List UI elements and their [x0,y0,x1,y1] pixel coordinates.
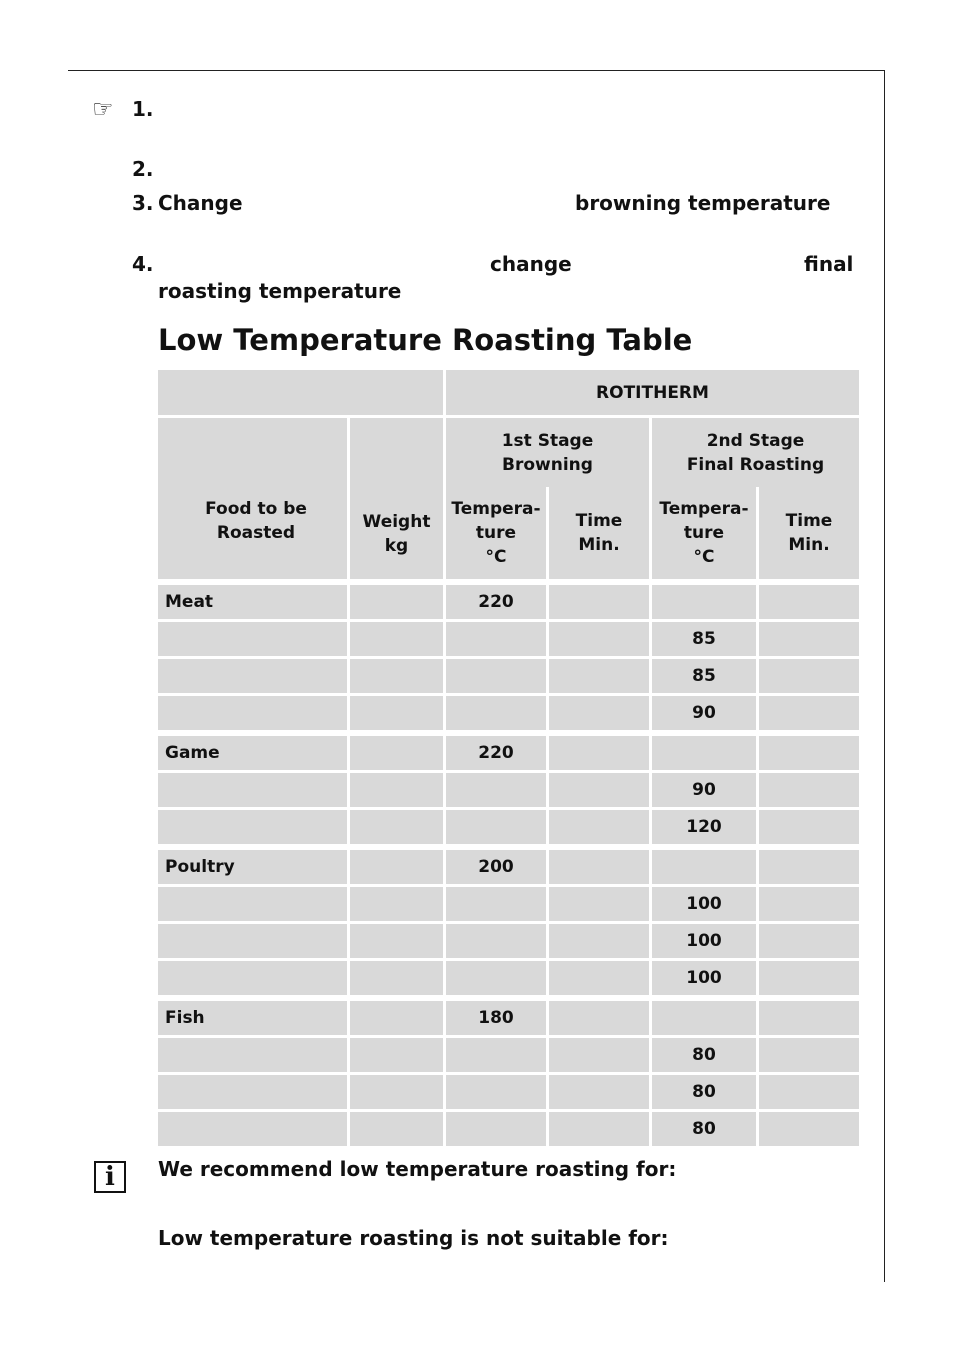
step-4-number: 4. [132,252,154,276]
cell-food [158,810,347,844]
header-stage-1-line-1: 1st Stage [501,430,594,451]
cell-final-time [759,850,859,884]
cell-weight [350,850,443,884]
cell-browning-time [549,585,649,619]
step-3-number: 3. [132,191,154,215]
cell-browning-temp: 220 [446,736,546,770]
header-stage-2-line-1: 2nd Stage [706,430,805,451]
cell-browning-temp [446,810,546,844]
header-temp1-line-1: Tempera- [451,499,541,519]
header-temp2-line-3: °C [693,547,715,567]
cell-browning-temp [446,1112,546,1146]
cell-final-time [759,1001,859,1035]
right-rule [884,70,885,1282]
cell-browning-temp [446,961,546,995]
step-1-number: 1. [132,97,154,121]
cell-browning-time [549,961,649,995]
cell-browning-time [549,1001,649,1035]
cell-weight [350,1075,443,1109]
cell-browning-temp [446,924,546,958]
step-2-number: 2. [132,157,154,181]
header-stage-2-line-2: Final Roasting [686,454,825,475]
cell-browning-time [549,924,649,958]
cell-final-temp: 120 [652,810,756,844]
header-time2-line-2: Min. [788,535,830,555]
cell-final-temp: 80 [652,1112,756,1146]
cell-browning-time [549,773,649,807]
cell-weight [350,736,443,770]
cell-final-temp: 90 [652,696,756,730]
cell-browning-time [549,659,649,693]
cell-final-temp [652,736,756,770]
cell-final-time [759,887,859,921]
cell-weight [350,696,443,730]
cell-final-temp [652,1001,756,1035]
cell-browning-time [549,1112,649,1146]
cell-final-temp: 85 [652,622,756,656]
header-temp2-line-2: ture [683,523,725,543]
cell-food [158,1038,347,1072]
cell-weight [350,622,443,656]
cell-browning-time [549,736,649,770]
header-temp1-line-2: ture [475,523,517,543]
cell-final-time [759,810,859,844]
header-temp1-line-3: °C [485,547,507,567]
cell-final-time [759,1112,859,1146]
header-weight [350,418,443,579]
cell-food [158,659,347,693]
cell-browning-temp [446,773,546,807]
cell-food [158,1075,347,1109]
cell-food [158,622,347,656]
cell-final-temp: 85 [652,659,756,693]
cell-browning-temp [446,659,546,693]
step-3-word-change: Change [158,191,243,215]
cell-browning-time [549,810,649,844]
cell-browning-temp: 200 [446,850,546,884]
cell-food [158,887,347,921]
cell-final-time [759,773,859,807]
step-3-word-browning: browning temperature [575,191,831,215]
cell-weight [350,887,443,921]
cell-food: Fish [158,1001,347,1035]
cell-final-time [759,622,859,656]
header-stage-1 [446,418,649,487]
recommend-note: We recommend low temperature roasting for: [158,1157,677,1181]
cell-browning-temp [446,696,546,730]
header-stage-1-line-2: Browning [502,454,593,475]
header-browning-time [549,487,649,579]
cell-final-temp [652,585,756,619]
cell-final-time [759,736,859,770]
roasting-table [158,370,859,1139]
cell-weight [350,773,443,807]
cell-food [158,924,347,958]
cell-final-temp: 80 [652,1038,756,1072]
step-4-word-change: change [490,252,572,276]
cell-food [158,1112,347,1146]
cell-browning-time [549,1075,649,1109]
cell-weight [350,1112,443,1146]
cell-final-time [759,585,859,619]
cell-final-time [759,924,859,958]
cell-final-temp: 100 [652,961,756,995]
cell-final-temp: 100 [652,924,756,958]
cell-food [158,696,347,730]
header-stage-2 [652,418,859,487]
cell-weight [350,585,443,619]
header-rotitherm [446,370,859,415]
header-weight-line-2: kg [384,536,409,556]
cell-final-temp: 90 [652,773,756,807]
cell-browning-time [549,850,649,884]
header-blank-cell [158,370,443,415]
cell-final-time [759,1038,859,1072]
cell-food: Game [158,736,347,770]
cell-browning-temp [446,887,546,921]
cell-browning-time [549,622,649,656]
header-time2-line-1: Time [785,511,833,531]
cell-weight [350,1038,443,1072]
cell-weight [350,924,443,958]
cell-final-temp: 80 [652,1075,756,1109]
header-temp2-line-1: Tempera- [659,499,749,519]
header-rotitherm-label: ROTITHERM [596,382,709,403]
cell-final-time [759,696,859,730]
cell-browning-temp [446,622,546,656]
cell-food [158,961,347,995]
cell-browning-time [549,1038,649,1072]
cell-final-temp: 100 [652,887,756,921]
cell-weight [350,961,443,995]
info-icon: i [94,1161,126,1193]
cell-weight [350,659,443,693]
pointing-hand-icon: ☞ [92,95,114,123]
top-rule [68,70,884,71]
step-4-word-final: final [804,252,854,276]
cell-browning-time [549,696,649,730]
cell-browning-temp [446,1075,546,1109]
cell-food: Meat [158,585,347,619]
cell-browning-temp [446,1038,546,1072]
header-weight-line-1: Weight [362,512,431,532]
cell-browning-temp: 220 [446,585,546,619]
header-final-time [759,487,859,579]
cell-weight [350,1001,443,1035]
header-final-temperature [652,487,756,579]
cell-food [158,773,347,807]
cell-final-temp [652,850,756,884]
page-title: Low Temperature Roasting Table [158,323,693,357]
step-4-word-roasting: roasting temperature [158,279,402,303]
cell-final-time [759,1075,859,1109]
header-browning-temperature [446,487,546,579]
header-time1-line-2: Min. [578,535,620,555]
not-suitable-note: Low temperature roasting is not suitable for: [158,1226,669,1250]
cell-weight [350,810,443,844]
cell-final-time [759,659,859,693]
cell-final-time [759,961,859,995]
header-food-label: Food to be Roasted [205,499,307,543]
header-time1-line-1: Time [575,511,623,531]
cell-browning-time [549,887,649,921]
cell-food: Poultry [158,850,347,884]
cell-browning-temp: 180 [446,1001,546,1035]
header-food [158,418,347,579]
